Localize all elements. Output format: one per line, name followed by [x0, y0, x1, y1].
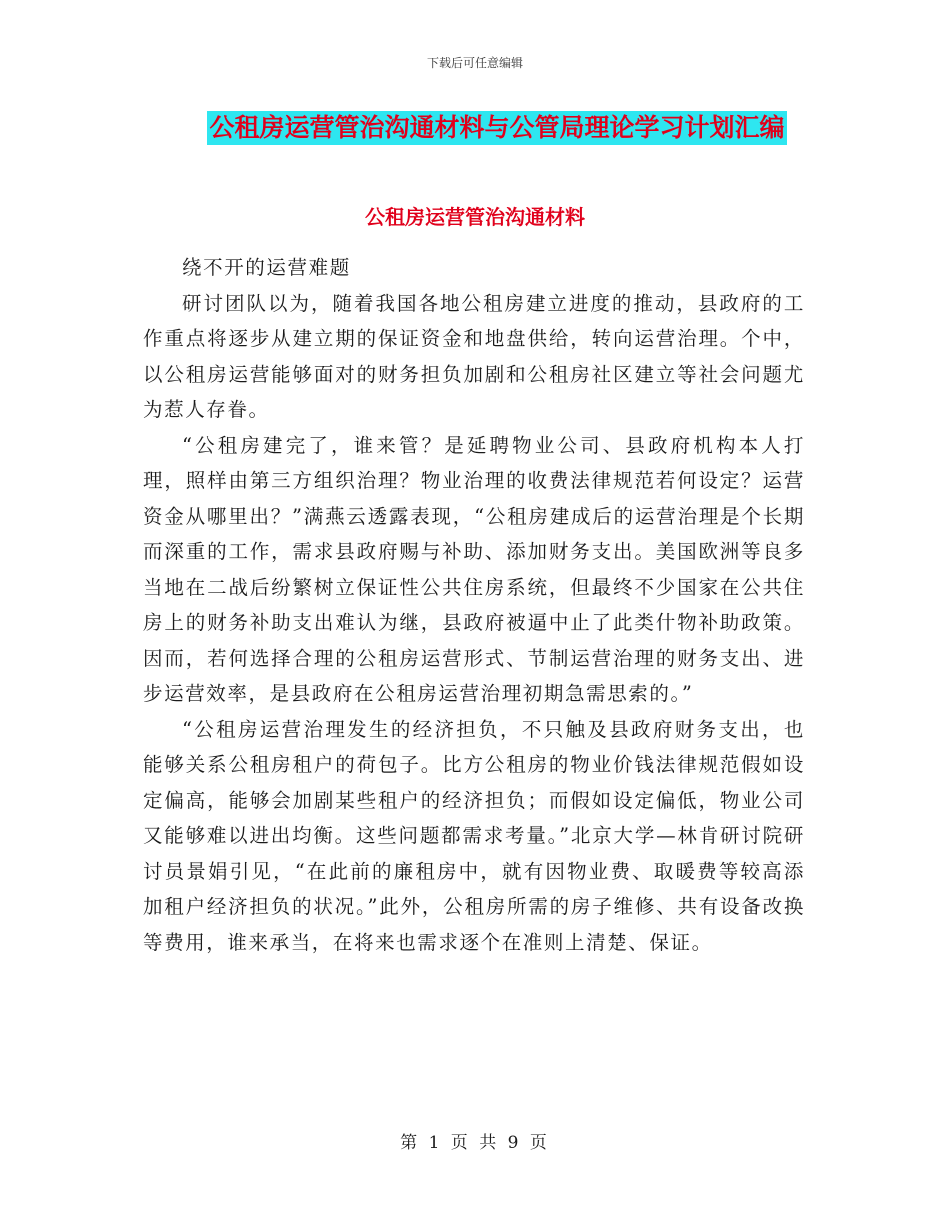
page-footer: 第 1 页 共 9 页: [400, 1133, 550, 1153]
document-title-container: [0, 111, 950, 145]
section-title: 公租房运营管治沟通材料: [365, 205, 585, 229]
document-body: [143, 250, 805, 960]
subheading: 绕不开的运营难题: [182, 256, 351, 279]
paragraph: “公租房建完了，谁来管？是延聘物业公司、县政府机构本人打理，照样由第三方组织治理？物业治理的收费法律规范若何设定？运营资金从哪里出？”满燕云透露表现，“公租房建成后的运营治理是个长期而深重的工作，需求县政府赐与补助、添加财务支出。美国欧洲等良多当地在二战后纷繁树立保证性公共住房系统，但最终不少国家在公共住房上的财务补助支出难认为继，县政府被逼中止了此类什物补助政策。因而，若何选择合理的公租房运营形式、节制运营治理的财务支出、进步运营效率，是县政府在公租房运营治理初期急需思索的。”: [143, 433, 805, 705]
document-title: 公租房运营管治沟通材料与公管局理论学习计划汇编: [207, 111, 786, 145]
paragraph: “公租房运营治理发生的经济担负，不只触及县政府财务支出，也能够关系公租房租户的荷包子。比方公租房的物业价钱法律规范假如设定偏高，能够会加剧某些租户的经济担负；而假如设定偏低，物业公司又能够难以进出均衡。这些问题都需求考量。”北京大学—林肯研讨院研讨员景娟引见，“在此前的廉租房中，就有因物业费、取暖费等较高添加租户经济担负的状况。”此外，公租房所需的房子维修、共有设备改换等费用，谁来承当，在将来也需求逐个在准则上清楚、保证。: [143, 717, 805, 954]
header-note: 下载后可任意编辑: [426, 56, 523, 70]
paragraph: 研讨团队以为，随着我国各地公租房建立进度的推动，县政府的工作重点将逐步从建立期的保证资金和地盘供给，转向运营治理。个中，以公租房运营能够面对的财务担负加剧和公租房社区建立等社会问题尤为惹人存眷。: [143, 291, 805, 421]
